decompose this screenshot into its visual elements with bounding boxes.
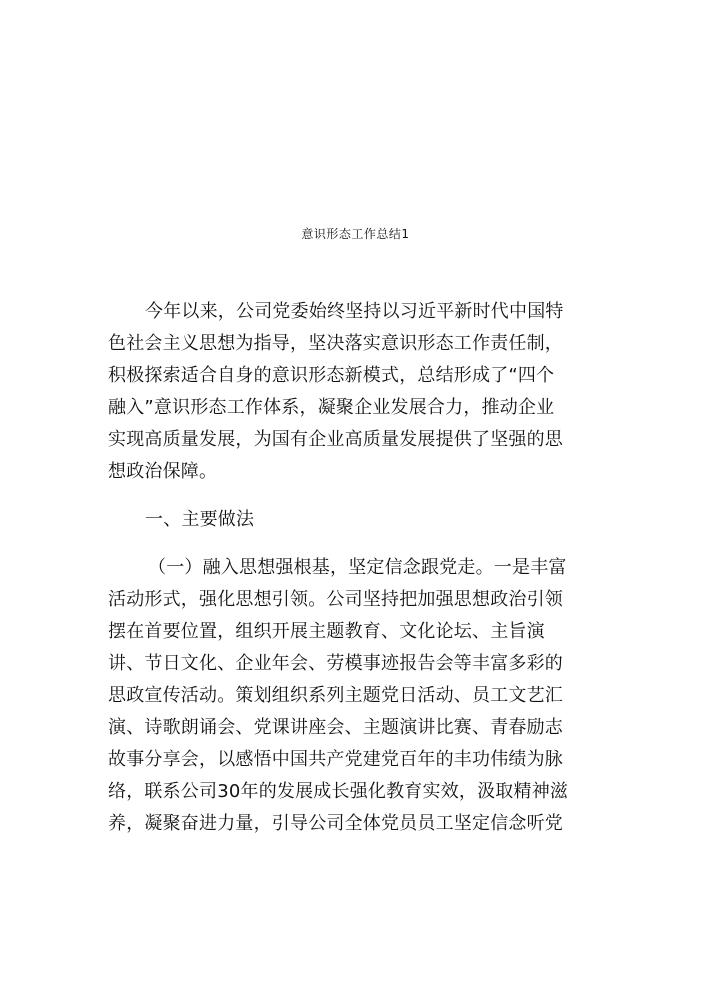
text-line: 想政治保障。 bbox=[108, 461, 218, 482]
text-line: 养，凝聚奋进力量，引导公司全体党员员工坚定信念听党 bbox=[108, 813, 563, 834]
text-line: 活动形式，强化思想引领。公司坚持把加强思想政治引领 bbox=[108, 589, 563, 610]
paragraph-main-practices bbox=[108, 552, 612, 840]
text-line: 演、诗歌朗诵会、党课讲座会、主题演讲比赛、青春励志 bbox=[108, 717, 563, 738]
text-line: 积极探索适合自身的意识形态新模式，总结形成了“四个 bbox=[108, 365, 555, 386]
text-line: 今年以来，公司党委始终坚持以习近平新时代中国特 bbox=[145, 301, 564, 322]
text-line: 络，联系公司30年的发展成长强化教育实效，汲取精神滋 bbox=[108, 781, 569, 802]
paragraph-intro bbox=[108, 296, 612, 488]
text-line: 色社会主义思想为指导，坚决落实意识形态工作责任制， bbox=[108, 333, 563, 354]
section-heading: 一、主要做法 bbox=[145, 509, 255, 530]
text-line: 融入”意识形态工作体系，凝聚企业发展合力，推动企业 bbox=[108, 397, 555, 418]
text-line: 讲、节日文化、企业年会、劳模事迹报告会等丰富多彩的 bbox=[108, 653, 563, 674]
text-line: 实现高质量发展，为国有企业高质量发展提供了坚强的思 bbox=[108, 429, 563, 450]
document-title: 意识形态工作总结1 bbox=[301, 227, 410, 241]
text-line: 故事分享会，以感悟中国共产党建党百年的丰功伟绩为脉 bbox=[108, 749, 563, 770]
text-line: 摆在首要位置，组织开展主题教育、文化论坛、主旨演 bbox=[108, 621, 545, 642]
document-body bbox=[108, 296, 612, 840]
text-line: （一）融入思想强根基，坚定信念跟党走。一是丰富 bbox=[148, 557, 567, 578]
text-line: 思政宣传活动。策划组织系列主题党日活动、员工文艺汇 bbox=[108, 685, 563, 706]
